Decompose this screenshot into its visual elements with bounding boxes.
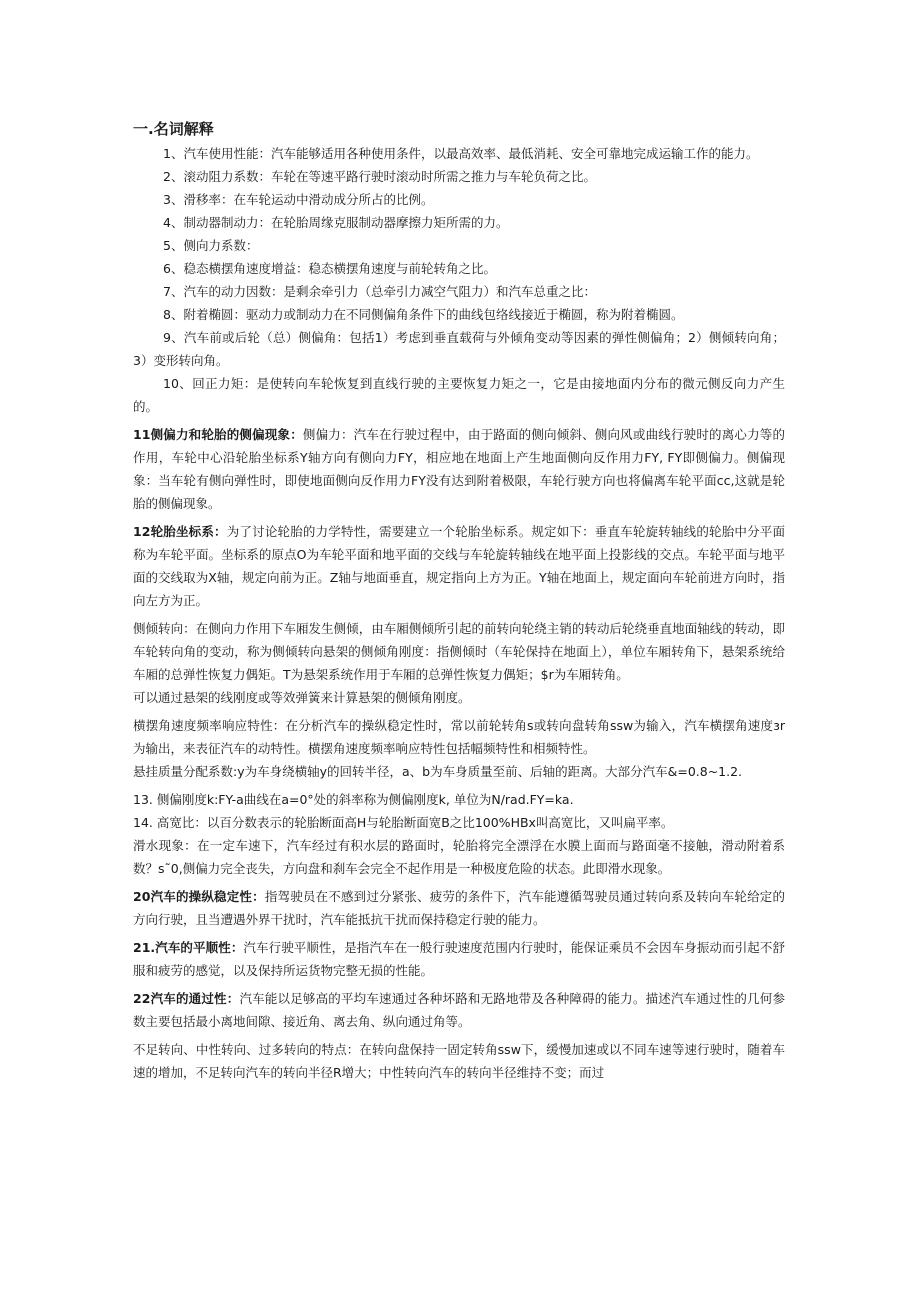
definition-1: 1、汽车使用性能：汽车能够适用各种使用条件，以最高效率、最低消耗、安全可靠地完成运输工作的能力。 xyxy=(163,146,759,161)
definition-20 xyxy=(133,885,785,931)
definition-mass-distribution: 悬挂质量分配系数:y为车身绕横轴y的回转半径，a、b为车身质量至前、后轴的距离。大部分汽车&=0.8~1.2. xyxy=(133,764,743,779)
definition-12-text: 为了讨论轮胎的力学特性，需要建立一个轮胎坐标系。规定如下：垂直车轮旋转轴线的轮胎中分平面称为车轮平面。坐标系的原点O为车轮平面和地平面的交线与车轮旋转轴线在地平面上投影线的交点。车轮平面与地平面的交线取为X轴，规定向前为正。Z轴与地面垂直，规定指向上方为正。Y轴在地面上，规定面向车轮前进方向时，指向左方为正。 xyxy=(133,524,785,608)
definition-21-text: 汽车行驶平顺性，是指汽车在一般行驶速度范围内行驶时，能保证乘员不会因车身振动而引起不舒服和疲劳的感觉，以及保持所运货物完整无损的性能。 xyxy=(133,940,785,978)
definition-11-label: 11侧偏力和轮胎的侧偏现象： xyxy=(133,427,303,442)
definition-21-label: 21.汽车的平顺性： xyxy=(133,940,244,955)
definition-13: 13. 侧偏刚度k:FY-a曲线在a=0°处的斜率称为侧偏刚度k, 单位为N/rad.FY=ka. xyxy=(133,792,574,807)
definition-2: 2、滚动阻力系数：车轮在等速平路行驶时滚动时所需之推力与车轮负荷之比。 xyxy=(163,169,596,184)
definition-22-label: 22汽车的通过性： xyxy=(133,991,240,1006)
definition-12 xyxy=(133,520,785,612)
definition-4: 4、制动器制动力：在轮胎周缘克服制动器摩擦力矩所需的力。 xyxy=(163,215,509,230)
definition-14: 14. 高宽比：以百分数表示的轮胎断面高H与轮胎断面宽B之比100%HBx叫高宽比，又叫扁平率。 xyxy=(133,815,674,830)
document-body xyxy=(133,118,785,1084)
definition-6: 6、稳态横摆角速度增益：稳态横摆角速度与前轮转角之比。 xyxy=(163,261,496,276)
definition-22 xyxy=(133,987,785,1033)
definition-7: 7、汽车的动力因数：是剩余牵引力（总牵引力减空气阻力）和汽车总重之比： xyxy=(163,284,596,299)
definition-hydroplaning: 滑水现象：在一定车速下，汽车经过有积水层的路面时，轮胎将完全漂浮在水膜上面而与路面毫不接触，滑动附着系数？s˜0,侧偏力完全丧失，方向盘和刹车会完全不起作用是一种极度危险的状态。此即滑水现象。 xyxy=(133,838,785,876)
definition-yaw-response: 横摆角速度频率响应特性：在分析汽车的操纵稳定性时，常以前轮转角s或转向盘转角ssw为输入，汽车横摆角速度ɜr为输出，来表征汽车的动特性。横摆角速度频率响应特性包括幅频特性和相频特性。 xyxy=(133,718,785,756)
definition-8: 8、附着椭圆：驱动力或制动力在不同侧偏角条件下的曲线包络线接近于椭圆，称为附着椭圆。 xyxy=(163,307,684,322)
definition-21 xyxy=(133,936,785,982)
definition-20-label: 20汽车的操纵稳定性： xyxy=(133,889,265,904)
definition-12-label: 12轮胎坐标系： xyxy=(133,524,227,539)
definition-9: 9、汽车前或后轮（总）侧偏角：包括1）考虑到垂直载荷与外倾角变动等因素的弹性侧偏角；2）侧倾转向角；3）变形转向角。 xyxy=(133,330,785,368)
definition-20-text: 指驾驶员在不感到过分紧张、疲劳的条件下，汽车能遵循驾驶员通过转向系及转向车轮给定的方向行驶，且当遭遇外界干扰时，汽车能抵抗干扰而保持稳定行驶的能力。 xyxy=(133,889,785,927)
definition-10: 10、回正力矩：是使转向车轮恢复到直线行驶的主要恢复力矩之一，它是由接地面内分布的微元侧反向力产生的。 xyxy=(133,376,785,414)
definition-tilt-note: 可以通过悬架的线刚度或等效弹簧来计算悬架的侧倾角刚度。 xyxy=(133,690,471,705)
definition-tilt-steer: 侧倾转向：在侧向力作用下车厢发生侧倾，由车厢侧倾所引起的前转向轮绕主销的转动后轮绕垂直地面轴线的转动，即车轮转向角的变动，称为侧倾转向悬架的侧倾角刚度：指侧倾时（车轮保持在地面上），单位车厢转角下，悬架系统给车厢的总弹性恢复力偶矩。T为悬架系统作用于车厢的总弹性恢复力偶矩；$r为车厢转角。 xyxy=(133,621,785,682)
definition-3: 3、滑移率：在车轮运动中滑动成分所占的比例。 xyxy=(163,192,434,207)
definition-11-text: 侧偏力：汽车在行驶过程中，由于路面的侧向倾斜、侧向风或曲线行驶时的离心力等的作用，车轮中心沿轮胎坐标系Y轴方向有侧向力FY，相应地在地面上产生地面侧向反作用力FY, FY即侧偏力。侧偏现象：当车轮有侧向弹性时，即使地面侧向反作用力FY没有达到附着极限，车轮行驶方向也将偏离车轮平面cc,这就是轮胎的侧偏现象。 xyxy=(133,427,785,511)
definition-steer-characteristics: 不足转向、中性转向、过多转向的特点：在转向盘保持一固定转角ssw下，缓慢加速或以不同车速等速行驶时，随着车速的增加，不足转向汽车的转向半径R增大；中性转向汽车的转向半径维持不变；而过 xyxy=(133,1042,785,1080)
definition-22-text: 汽车能以足够高的平均车速通过各种坏路和无路地带及各种障碍的能力。描述汽车通过性的几何参数主要包括最小离地间隙、接近角、离去角、纵向通过角等。 xyxy=(133,991,785,1029)
definition-11 xyxy=(133,423,785,515)
section-heading: 一.名词解释 xyxy=(133,120,214,138)
definition-5: 5、侧向力系数： xyxy=(163,238,259,253)
